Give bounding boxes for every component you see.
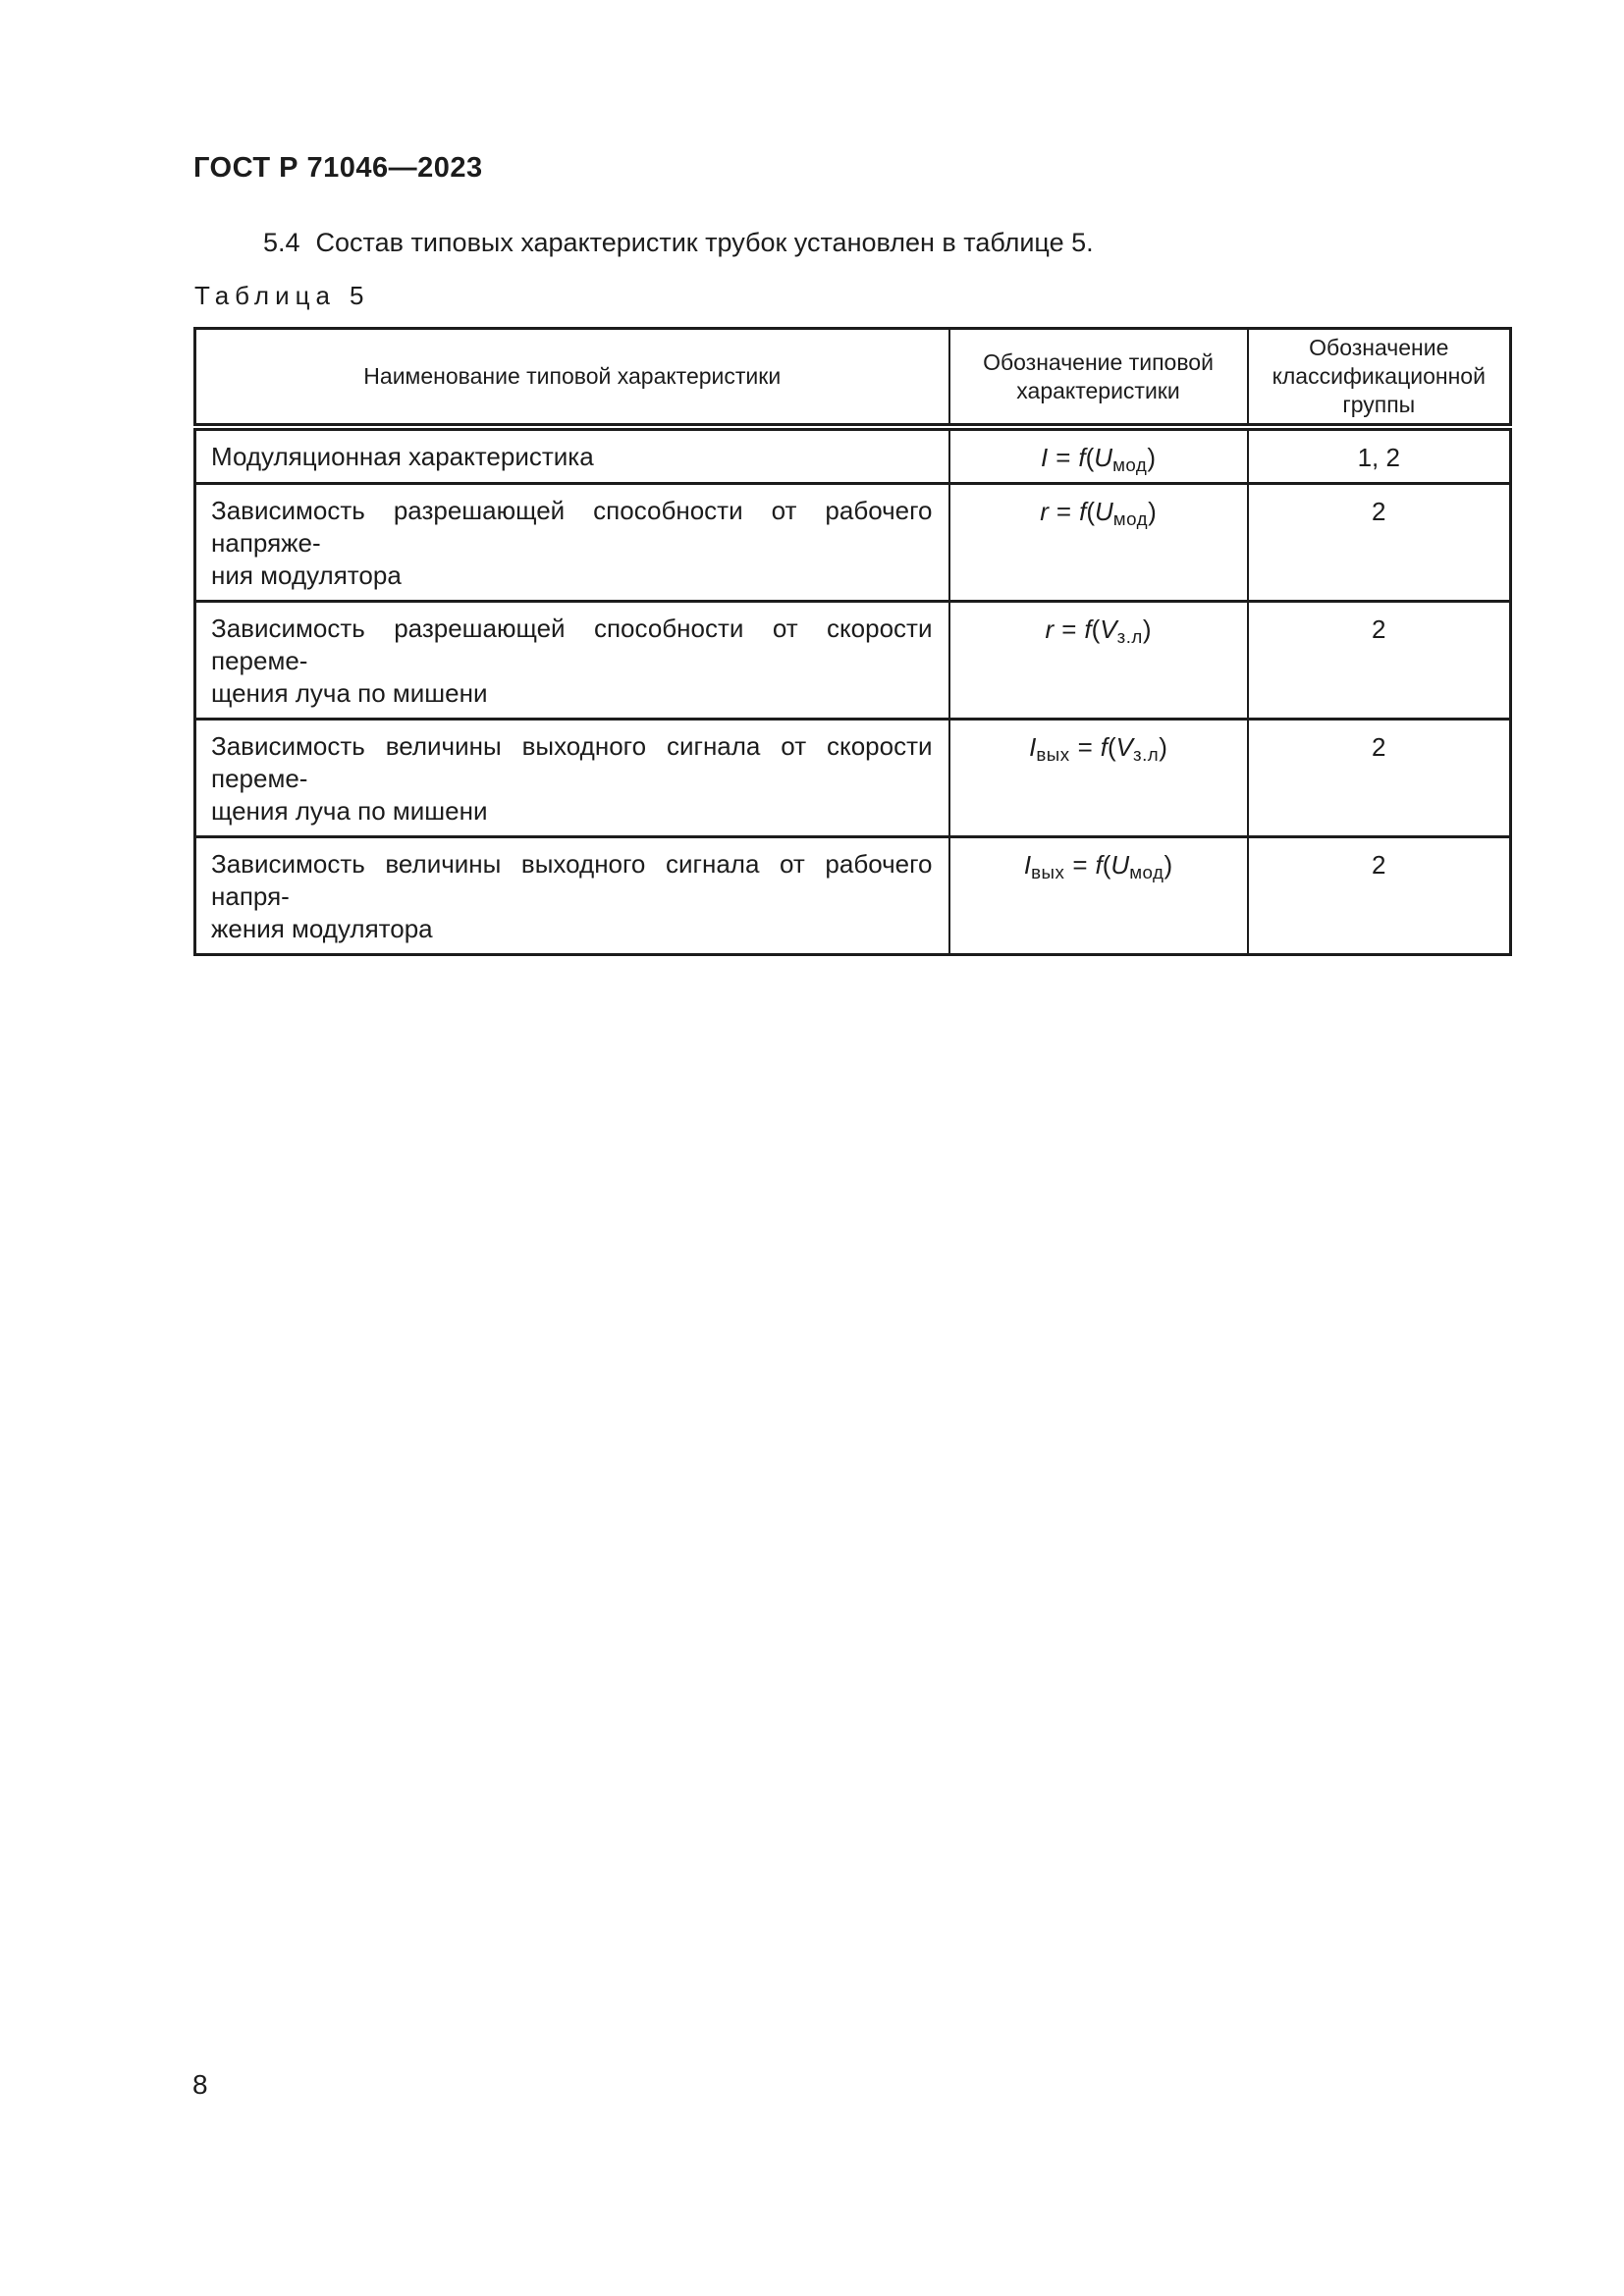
row-group: 2 bbox=[1248, 719, 1511, 836]
equals-sign: = bbox=[1061, 614, 1077, 644]
row-name bbox=[195, 836, 949, 954]
header-line: Наименование типовой характеристики bbox=[363, 363, 782, 389]
formula-var: r bbox=[1040, 496, 1049, 526]
paragraph-number: 5.4 bbox=[263, 228, 300, 257]
header-cell-designation bbox=[949, 329, 1248, 428]
header-cell-group bbox=[1248, 329, 1511, 428]
formula-func: f bbox=[1100, 731, 1108, 762]
section-paragraph bbox=[193, 227, 1509, 259]
row-name-line: щения луча по мишени bbox=[211, 677, 488, 708]
table-row bbox=[195, 427, 1511, 483]
paren-open: ( bbox=[1102, 849, 1111, 880]
formula-var: I bbox=[1029, 731, 1037, 762]
formula-arg-subscript: мод bbox=[1129, 861, 1164, 882]
table-caption-label: Таблица bbox=[194, 281, 336, 310]
formula-arg-subscript: з.л bbox=[1133, 743, 1160, 765]
formula-arg: U bbox=[1110, 849, 1130, 880]
formula bbox=[1029, 731, 1167, 765]
characteristics-table bbox=[193, 327, 1512, 956]
row-name-line: ния модулятора bbox=[211, 560, 402, 590]
header-line: группы bbox=[1342, 392, 1416, 417]
formula-arg: V bbox=[1115, 731, 1134, 762]
row-name-line: Модуляционная характеристика bbox=[211, 442, 594, 471]
formula-var-subscript: вых bbox=[1036, 743, 1070, 765]
row-formula bbox=[949, 719, 1248, 836]
formula-func: f bbox=[1079, 496, 1087, 526]
paragraph-text: Состав типовых характеристик трубок установлен в таблице 5. bbox=[315, 228, 1094, 257]
paren-open: ( bbox=[1091, 614, 1101, 644]
row-group: 2 bbox=[1248, 601, 1511, 719]
header-cell-name bbox=[195, 329, 949, 428]
table-row bbox=[195, 601, 1511, 719]
doc-code-header: ГОСТ Р 71046—2023 bbox=[193, 152, 483, 184]
row-name-line: жения модулятора bbox=[211, 913, 433, 943]
formula-arg: U bbox=[1094, 443, 1113, 472]
header-line: классификационной bbox=[1272, 363, 1486, 389]
formula bbox=[1040, 496, 1157, 529]
row-name-line: Зависимость разрешающей способности от рабочего напряже- bbox=[211, 495, 933, 558]
row-name bbox=[195, 427, 949, 483]
formula-arg: U bbox=[1095, 496, 1113, 526]
formula-func: f bbox=[1078, 443, 1086, 472]
row-name-line: щения луча по мишени bbox=[211, 795, 488, 826]
row-name bbox=[195, 719, 949, 836]
paren-open: ( bbox=[1085, 443, 1095, 472]
row-formula bbox=[949, 483, 1248, 601]
row-formula bbox=[949, 601, 1248, 719]
equals-sign: = bbox=[1077, 731, 1093, 762]
formula-arg-subscript: мод bbox=[1112, 454, 1148, 476]
paren-close: ) bbox=[1147, 443, 1157, 472]
paren-close: ) bbox=[1142, 614, 1152, 644]
paren-close: ) bbox=[1159, 731, 1167, 762]
formula-arg-subscript: з.л bbox=[1116, 625, 1143, 647]
table-caption-number: 5 bbox=[349, 281, 366, 310]
formula bbox=[1024, 850, 1172, 880]
equals-sign: = bbox=[1056, 496, 1072, 526]
row-name-line: Зависимость величины выходного сигнала от скорости переме- bbox=[211, 730, 933, 793]
paren-close: ) bbox=[1164, 849, 1173, 880]
row-group: 1, 2 bbox=[1248, 427, 1511, 483]
table-row bbox=[195, 836, 1511, 954]
row-name bbox=[195, 483, 949, 601]
row-name bbox=[195, 601, 949, 719]
equals-sign: = bbox=[1056, 443, 1071, 472]
row-formula bbox=[949, 836, 1248, 954]
formula-var: I bbox=[1040, 443, 1049, 472]
paren-close: ) bbox=[1148, 496, 1157, 526]
page-number: 8 bbox=[192, 2069, 208, 2100]
row-group: 2 bbox=[1248, 836, 1511, 954]
formula-var: I bbox=[1023, 849, 1032, 880]
formula bbox=[1045, 614, 1152, 647]
table-caption bbox=[194, 281, 365, 310]
row-name-line: Зависимость величины выходного сигнала от рабочего напря- bbox=[211, 848, 933, 911]
formula-func: f bbox=[1084, 614, 1092, 644]
formula-arg-subscript: мод bbox=[1112, 507, 1149, 529]
formula-var-subscript: вых bbox=[1031, 861, 1065, 882]
equals-sign: = bbox=[1072, 849, 1088, 880]
paren-open: ( bbox=[1086, 496, 1096, 526]
formula-func: f bbox=[1095, 849, 1103, 880]
table-row bbox=[195, 719, 1511, 836]
table-row bbox=[195, 483, 1511, 601]
paren-open: ( bbox=[1108, 731, 1116, 762]
header-line: характеристики bbox=[1016, 377, 1180, 403]
row-name-line: Зависимость разрешающей способности от скорости переме- bbox=[211, 613, 933, 675]
row-group: 2 bbox=[1248, 483, 1511, 601]
row-formula bbox=[949, 427, 1248, 483]
header-line: Обозначение типовой bbox=[983, 348, 1214, 375]
formula bbox=[1040, 443, 1157, 476]
formula-arg: V bbox=[1100, 614, 1117, 644]
header-line: Обозначение bbox=[1309, 335, 1449, 360]
formula-var: r bbox=[1045, 614, 1055, 644]
table-header-row bbox=[195, 329, 1511, 428]
